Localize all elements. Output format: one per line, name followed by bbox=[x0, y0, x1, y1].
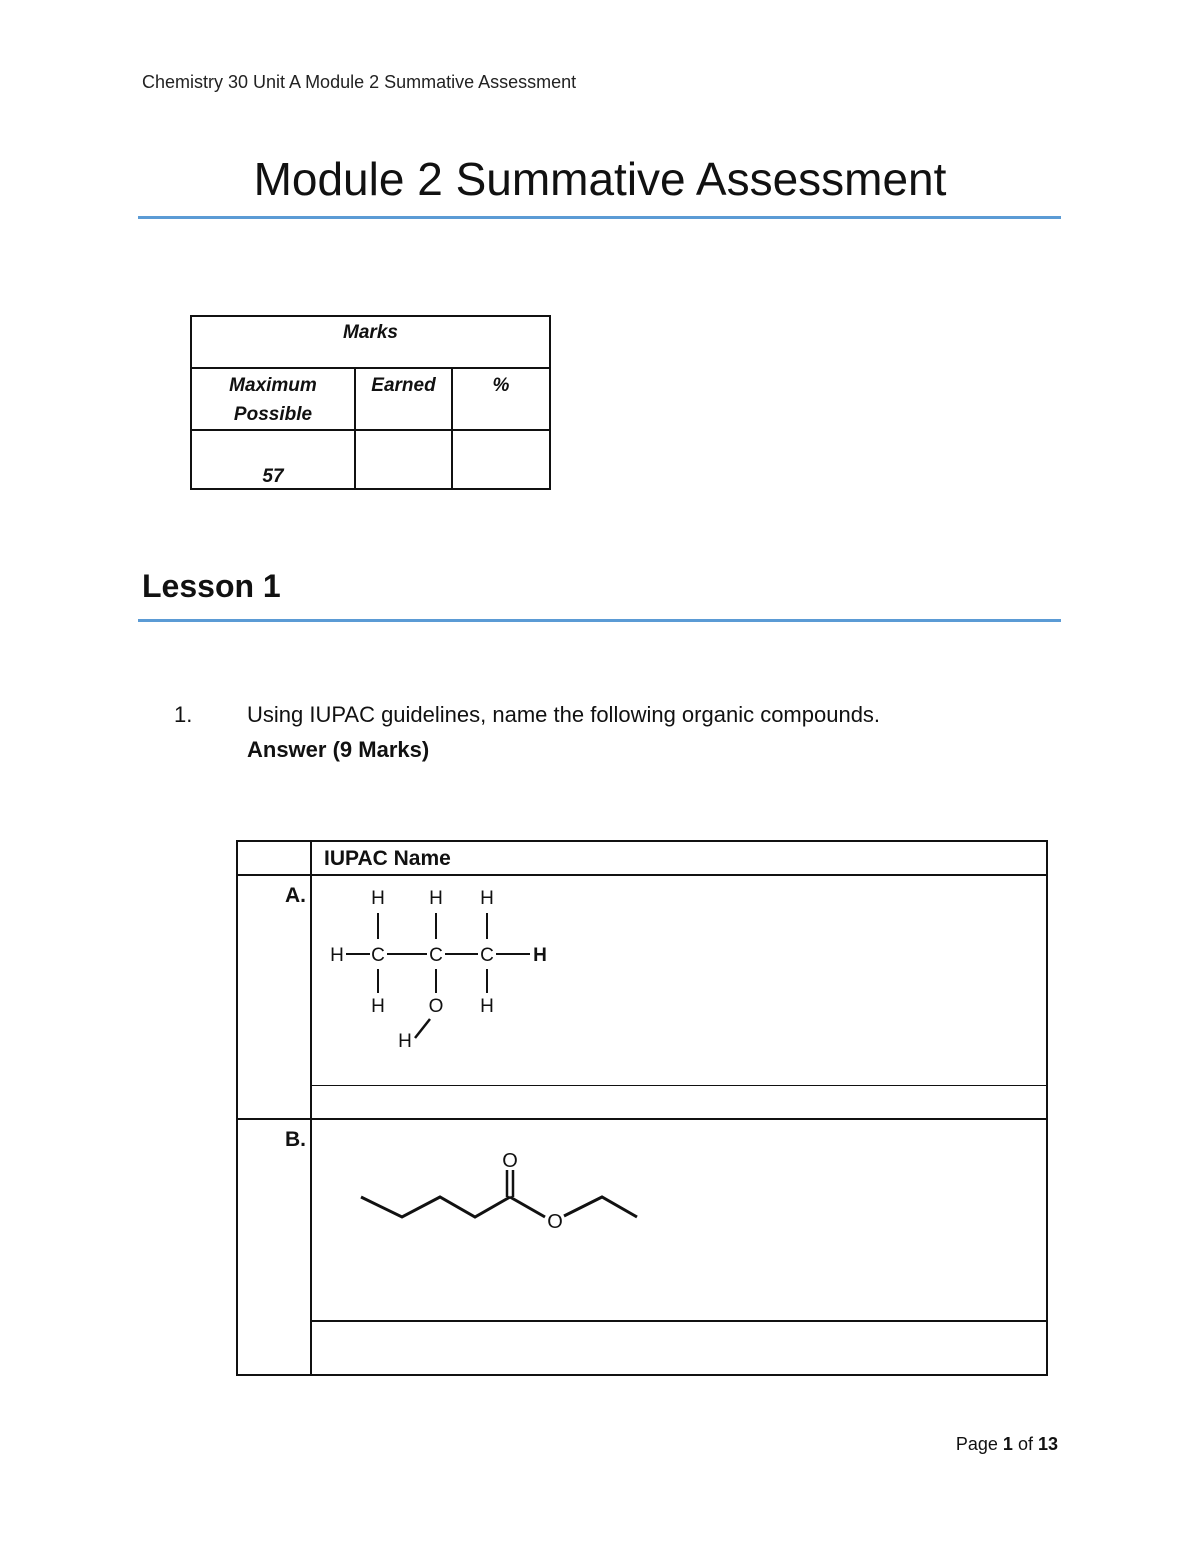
answer-a-field[interactable] bbox=[311, 1086, 1047, 1120]
running-header: Chemistry 30 Unit A Module 2 Summative Assessment bbox=[142, 72, 577, 92]
question-text: Using IUPAC guidelines, name the following organic compounds. bbox=[247, 702, 881, 727]
bond-c-o-ester bbox=[510, 1197, 545, 1217]
atom-h-right: H bbox=[533, 945, 547, 966]
atom-h-left: H bbox=[330, 945, 344, 966]
atom-c2: C bbox=[429, 945, 443, 966]
answer-label: Answer (9 Marks) bbox=[247, 737, 430, 762]
row-label-a bbox=[237, 875, 311, 1119]
maximum-label: Maximum bbox=[229, 375, 317, 396]
atom-h4: H bbox=[371, 996, 385, 1017]
atom-c1: C bbox=[371, 945, 385, 966]
atom-h6: H bbox=[398, 1031, 412, 1052]
bond-o-h bbox=[415, 1019, 430, 1038]
percent-header: % bbox=[452, 368, 550, 430]
atom-h2: H bbox=[429, 888, 443, 909]
iupac-name-header-label: IUPAC Name bbox=[324, 847, 451, 870]
page-word: Page bbox=[955, 1434, 998, 1454]
possible-label: Possible bbox=[233, 404, 313, 425]
atom-o-carbonyl: O bbox=[502, 1150, 518, 1172]
iupac-name-header bbox=[311, 841, 1047, 875]
page-total: 13 bbox=[1037, 1434, 1058, 1454]
maximum-possible-header bbox=[191, 368, 355, 430]
earned-header: Earned bbox=[355, 368, 452, 430]
page-number bbox=[956, 1434, 1058, 1455]
of-word: of bbox=[1017, 1434, 1033, 1454]
percent-value[interactable] bbox=[452, 430, 550, 489]
marks-caption: Marks bbox=[191, 316, 550, 368]
row-label-a-text: A. bbox=[285, 884, 306, 907]
maximum-value: 57 bbox=[191, 430, 355, 489]
title-underline bbox=[138, 216, 1061, 219]
atom-c3: C bbox=[480, 945, 494, 966]
answer-b-field[interactable] bbox=[311, 1321, 1047, 1375]
compounds-table bbox=[236, 840, 1048, 1376]
structure-b-cell bbox=[311, 1119, 1047, 1321]
row-label-b bbox=[237, 1119, 311, 1375]
atom-h5: H bbox=[480, 996, 494, 1017]
question-number: 1. bbox=[174, 702, 193, 727]
structure-a-diagram bbox=[312, 876, 1046, 1085]
lesson-heading: Lesson 1 bbox=[142, 568, 281, 604]
atom-o: O bbox=[428, 996, 444, 1017]
structure-b-diagram bbox=[312, 1120, 1046, 1320]
document-title: Module 2 Summative Assessment bbox=[253, 153, 947, 205]
alkyl-chain bbox=[361, 1197, 510, 1217]
atom-h1: H bbox=[371, 888, 385, 909]
row-label-b-text: B. bbox=[285, 1128, 306, 1151]
lesson-underline bbox=[138, 619, 1061, 622]
atom-o-ester: O bbox=[547, 1211, 563, 1233]
ethyl-chain bbox=[564, 1197, 637, 1217]
earned-value[interactable] bbox=[355, 430, 452, 489]
page-current: 1 bbox=[1002, 1434, 1013, 1454]
atom-h3: H bbox=[480, 888, 494, 909]
corner-cell bbox=[237, 841, 311, 875]
marks-table bbox=[190, 315, 551, 490]
structure-a-cell bbox=[311, 875, 1047, 1086]
